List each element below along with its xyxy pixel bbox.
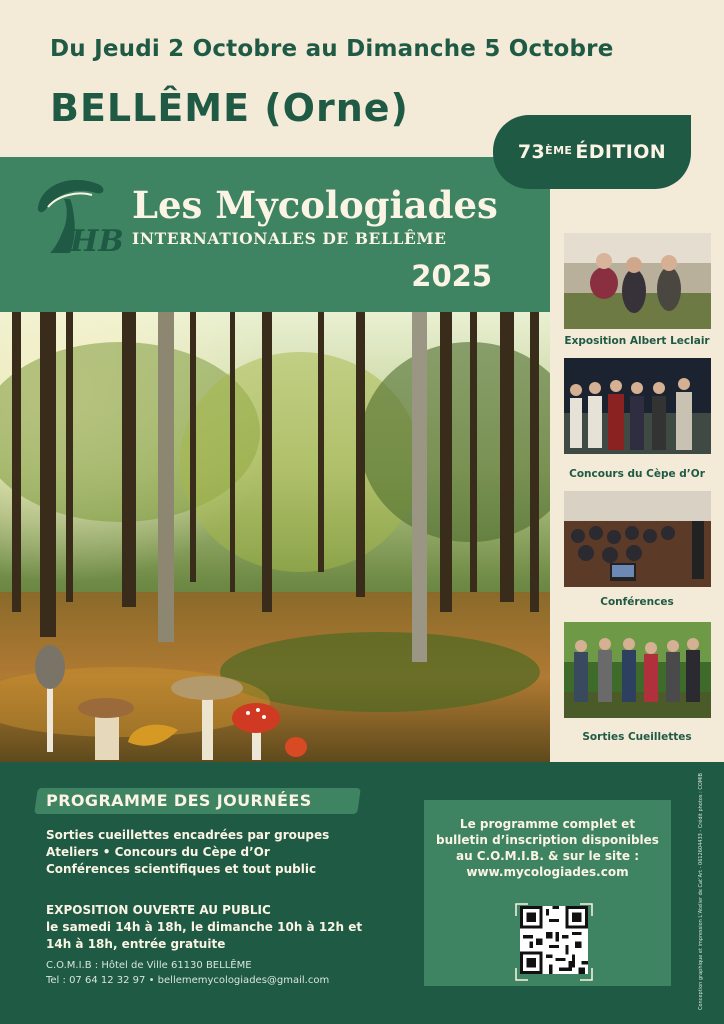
credit-text: Conception graphique et impression L’Atelier de Cat’Art - 0612604433 - Crédit photos : COMIB — [698, 773, 704, 1010]
contact-info — [46, 958, 329, 988]
photo-caption: Conférences — [600, 596, 674, 608]
website-link[interactable]: www.mycologiades.com — [466, 865, 629, 879]
info-line: Le programme complet et — [459, 817, 636, 831]
programme-lines — [46, 827, 329, 878]
edition-suffix: ÈME — [545, 143, 573, 157]
credit-vertical — [698, 773, 708, 1010]
programme-line: Conférences scientifiques et tout public — [46, 862, 317, 876]
edition-number: 73 — [517, 141, 546, 163]
address: C.O.M.I.B : Hôtel de Ville 61130 BELLÊME — [46, 960, 252, 971]
expo-title: EXPOSITION OUVERTE AU PUBLIC — [46, 903, 271, 917]
exposition-photo — [564, 233, 711, 329]
edition-badge — [493, 115, 691, 189]
photo-caption: Concours du Cèpe d’Or — [569, 468, 705, 480]
concours-photo — [564, 358, 711, 454]
event-subtitle: INTERNATIONALES DE BELLÊME — [132, 229, 447, 248]
mushroom-logo-icon — [34, 173, 124, 259]
photo-caption: Sorties Cueillettes — [582, 731, 692, 743]
cueillettes-photo — [564, 622, 711, 718]
date-range: Du Jeudi 2 Octobre au Dimanche 5 Octobre — [50, 36, 614, 62]
photo-caption: Exposition Albert Leclair — [564, 335, 710, 347]
title-banner — [0, 157, 550, 312]
programme-section — [0, 762, 724, 1024]
programme-line: Sorties cueillettes encadrées par groupes — [46, 828, 330, 842]
phone-email: Tel : 07 64 12 32 97 • bellememycologiades@gmail.com — [46, 975, 330, 986]
city-title: BELLÊME (Orne) — [50, 86, 409, 130]
svg-text:HB: HB — [70, 224, 124, 259]
side-photo-column — [550, 220, 724, 762]
edition-label: ÉDITION — [575, 141, 667, 163]
qr-code-icon[interactable] — [520, 906, 588, 974]
info-line: bulletin d’inscription disponibles — [436, 833, 659, 847]
forest-photo — [0, 312, 550, 762]
programme-title: PROGRAMME DES JOURNÉES — [46, 791, 312, 810]
programme-line: Ateliers • Concours du Cèpe d’Or — [46, 845, 270, 859]
info-box — [424, 800, 671, 986]
info-line: au C.O.M.I.B. & sur le site : — [455, 849, 640, 863]
programme-heading — [34, 788, 361, 814]
expo-line: 14h à 18h, entrée gratuite — [46, 937, 226, 951]
expo-line: le samedi 14h à 18h, le dimanche 10h à 12h et — [46, 920, 363, 934]
info-text — [424, 816, 671, 880]
exposition-hours — [46, 902, 362, 953]
event-year: 2025 — [411, 259, 492, 293]
conferences-photo — [564, 491, 711, 587]
event-title: Les Mycologiades — [132, 183, 498, 227]
